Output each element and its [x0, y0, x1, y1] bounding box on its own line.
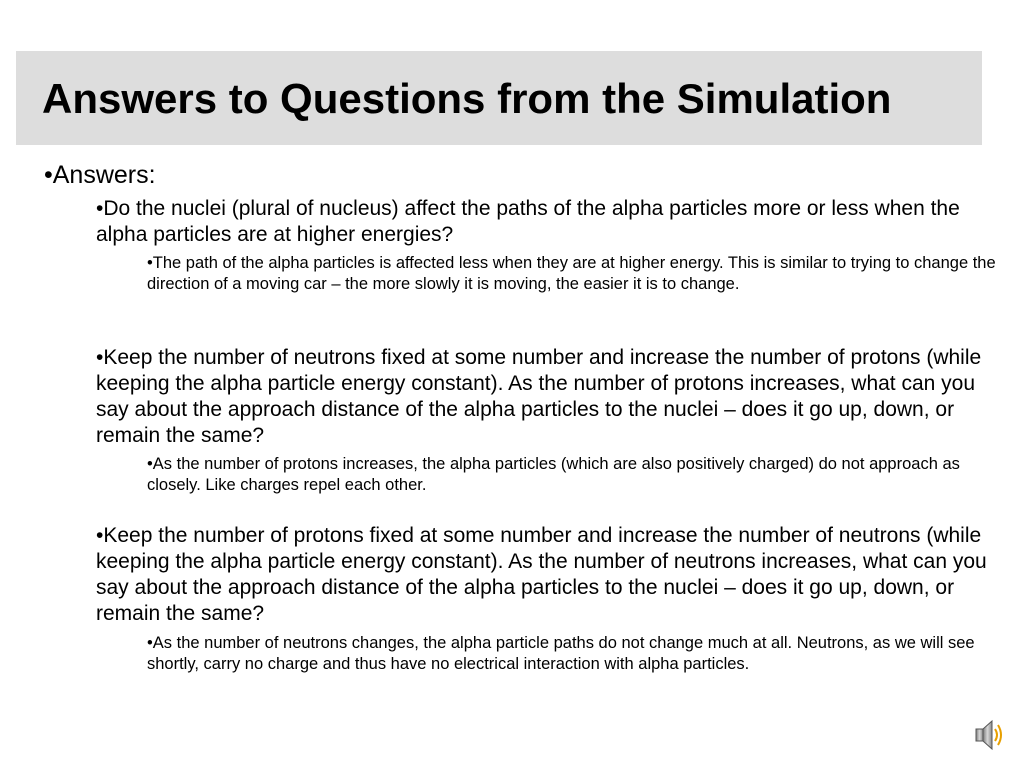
- speaker-icon[interactable]: [972, 716, 1006, 754]
- question-1: •Do the nuclei (plural of nucleus) affect the paths of the alpha particles more or less when the alpha particles are at higher energies?: [96, 197, 960, 246]
- answers-heading: •Answers:: [44, 161, 156, 189]
- answer-1: •The path of the alpha particles is affected less when they are at higher energy. This is similar to trying to change the direction of a moving car – the more slowly it is moving, the easier it is to change.: [147, 254, 996, 293]
- slide-title: Answers to Questions from the Simulation: [42, 75, 892, 122]
- question-3: •Keep the number of protons fixed at some number and increase the number of neutrons (while keeping the alpha particle energy constant). As the number of neutrons increases, what can you say about the approach distance of the alpha particles to the nuclei – does it go up, down, or remain the same?: [96, 524, 987, 625]
- question-2: •Keep the number of neutrons fixed at some number and increase the number of protons (while keeping the alpha particle energy constant). As the number of protons increases, what can you say about the approach distance of the alpha particles to the nuclei – does it go up, down, or remain the same?: [96, 346, 982, 447]
- answer-3: •As the number of neutrons changes, the alpha particle paths do not change much at all. Neutrons, as we will see shortly, carry no charge and thus have no electrical interaction with alpha particles.: [147, 634, 975, 673]
- answer-2: •As the number of protons increases, the alpha particles (which are also positively charged) do not approach as closely. Like charges repel each other.: [147, 455, 960, 494]
